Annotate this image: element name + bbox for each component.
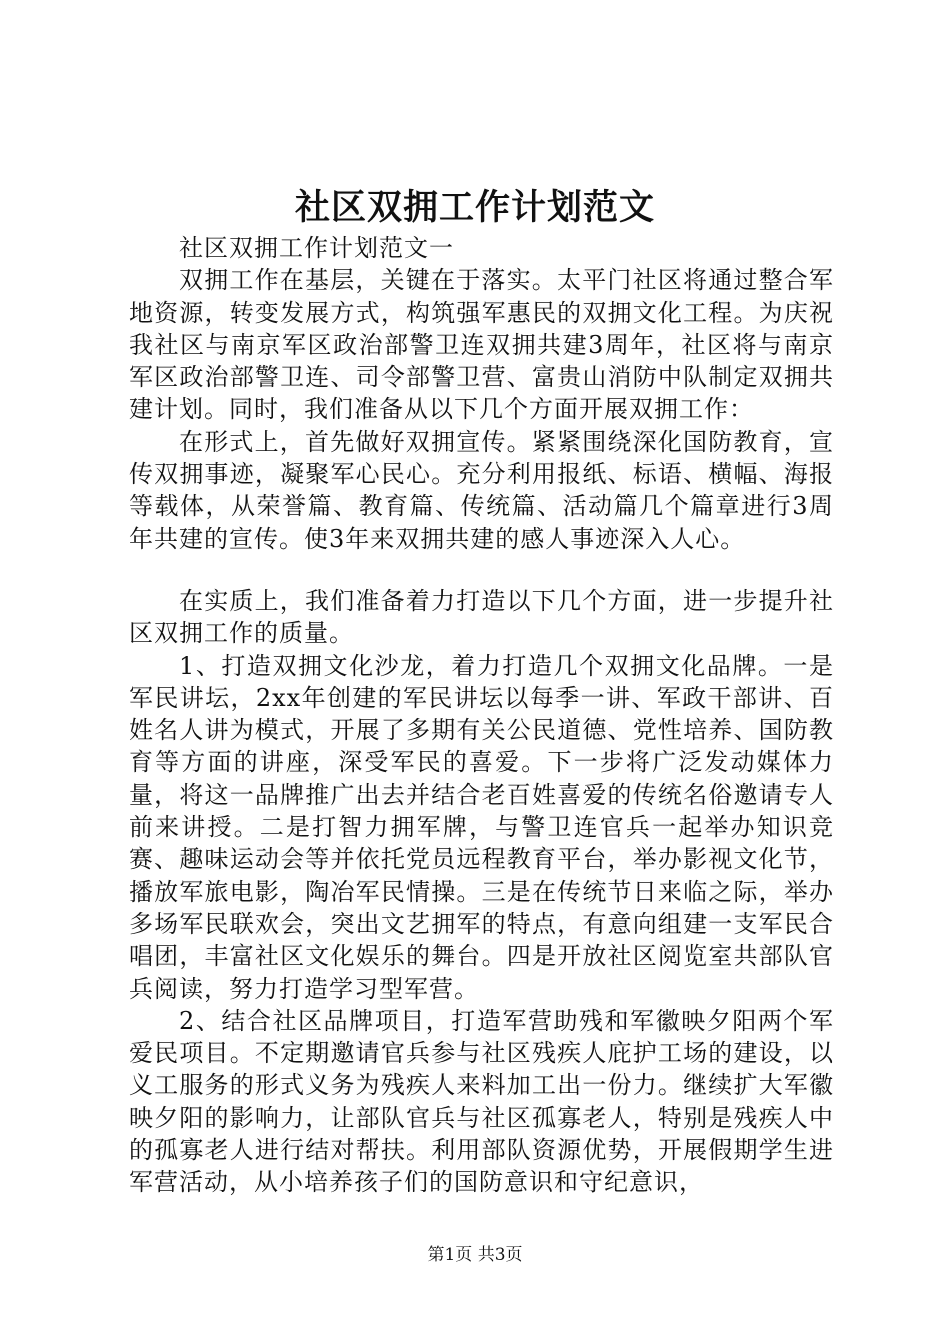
document-title: 社区双拥工作计划范文 (294, 187, 655, 228)
page-footer: 第1页 共3页 (427, 1245, 523, 1265)
paragraph-form: 在形式上，首先做好双拥宣传。紧紧围绕深化国防教育，宣传双拥事迹，凝聚军心民心。充分利用报纸、标语、横幅、海报等载体，从荣誉篇、教育篇、传统篇、活动篇几个篇章进行3周年共建的宣传。使3年来双拥共建的感人事迹深入人心。 (129, 427, 834, 553)
paragraph-item-2: 2、结合社区品牌项目，打造军营助残和军徽映夕阳两个军爱民项目。不定期邀请官兵参与社区残疾人庇护工场的建设，以义工服务的形式义务为残疾人来料加工出一份力。继续扩大军徽映夕阳的影响力，让部队官兵与社区孤寡老人，特别是残疾人中的孤寡老人进行结对帮扶。利用部队资源优势，开展假期学生进军营活动，从小培养孩子们的国防意识和守纪意识， (129, 1006, 834, 1197)
paragraph-item-1: 1、打造双拥文化沙龙，着力打造几个双拥文化品牌。一是军民讲坛，2xx年创建的军民讲坛以每季一讲、军政干部讲、百姓名人讲为模式，开展了多期有关公民道德、党性培养、国防教育等方面的讲座，深受军民的喜爱。下一步将广泛发动媒体力量，将这一品牌推广出去并结合老百姓喜爱的传统名俗邀请专人前来讲授。二是打智力拥军牌，与警卫连官兵一起举办知识竞赛、趣味运动会等并依托党员远程教育平台，举办影视文化节，播放军旅电影，陶冶军民情操。三是在传统节日来临之际，举办多场军民联欢会，突出文艺拥军的特点，有意向组建一支军民合唱团，丰富社区文化娱乐的舞台。四是开放社区阅览室共部队官兵阅读，努力打造学习型军营。 (129, 651, 834, 1003)
paragraph-intro: 双拥工作在基层，关键在于落实。太平门社区将通过整合军地资源，转变发展方式，构筑强军惠民的双拥文化工程。为庆祝我社区与南京军区政治部警卫连双拥共建3周年，社区将与南京军区政治部警卫连、司令部警卫营、富贵山消防中队制定双拥共建计划。同时，我们准备从以下几个方面开展双拥工作： (129, 266, 834, 424)
paragraph-substance: 在实质上，我们准备着力打造以下几个方面，进一步提升社区双拥工作的质量。 (129, 586, 834, 648)
document-body (129, 232, 834, 1199)
paragraph-subtitle: 社区双拥工作计划范文一 (179, 234, 454, 262)
